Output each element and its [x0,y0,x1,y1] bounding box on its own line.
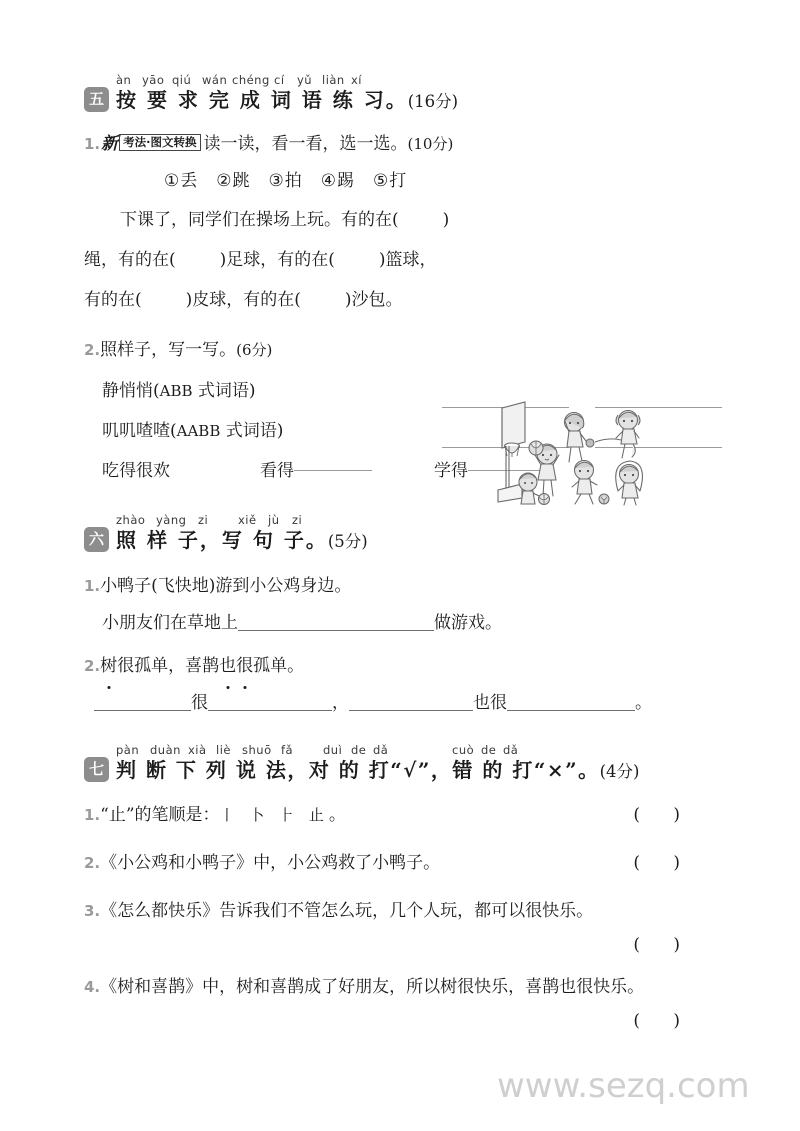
answer-line-6-2: 很 ， 也很 。 [84,684,722,722]
question-points: (10分) [407,135,454,153]
sample-char: ， [168,656,186,676]
sentence-blank-2a[interactable] [94,694,191,711]
section-header-five [84,74,722,114]
emphasis-char: 很 [236,648,253,684]
pattern-sample-de: 吃得很欢 [102,461,170,481]
section-header-seven [84,744,722,784]
option-5[interactable]: ⑤打 [373,171,408,191]
question-6-2: 2.树很孤单，喜鹊也很孤单。 [84,648,722,684]
sample-char: 鹊 [202,656,220,676]
emphasis-char: 也 [219,648,236,684]
judge-text: “止”的笔顺是： [100,805,220,825]
question-5-1: 1.新 考法·图文转换 读一读，看一看，选一选。(10分) [84,134,454,154]
question-number: 1. [84,577,101,595]
sentence-blank-2c[interactable] [349,694,473,711]
pattern-label-aabb: 叽叽喳喳(AABB 式词语) [102,421,284,441]
sample-char: 孤 [134,656,152,676]
section-badge-seven: 七 [84,757,109,782]
word-bank-options [84,162,722,200]
cloze-line-3: 有的在( )皮球，有的在( )沙包。 [84,290,403,310]
judge-item-2 [84,846,722,880]
question-number: 1. [84,806,101,824]
option-2[interactable]: ②跳 [216,171,251,191]
section-badge-five: 五 [84,87,109,112]
answer-parentheses-3[interactable]: ( ) [633,935,694,955]
section-five-title: 按 要 求 完 成 词 语 练 习。(16分) [116,88,459,112]
sample-sentence-dotted [100,656,287,676]
question-number: 2. [84,854,101,872]
section-six-pinyin: zhào yàng zi xiě jù zi [116,513,303,527]
sample-sentence: 小鸭子(飞快地)游到小公鸡身边。 [100,576,352,596]
judge-text: 《小公鸡和小鸭子》中，小公鸡救了小鸭子。 [100,853,441,873]
sample-char: 单 [270,656,288,676]
section-header-six [84,514,722,554]
emphasis-char: 树 [100,648,117,684]
question-text: 读一读，看一看，选一选 [203,134,391,154]
question-5-2: 2.照样子，写一写。(6分) [84,340,273,360]
question-number: 3. [84,902,101,920]
answer-parentheses-1[interactable]: ( ) [633,805,694,825]
judge-item-4 [84,970,722,1004]
answer-parentheses-4[interactable]: ( ) [633,1011,694,1031]
question-points: (6分) [236,341,273,359]
sentence-blank-2d[interactable] [507,694,635,711]
section-seven-title: 判 断 下 列 说 法，对 的 打“√”，错 的 打“×”。(4分) [116,758,640,782]
stroke-order: 丨 卜 ⺊ 止 [219,806,329,824]
section-six-title: 照 样 子，写 句 子。(5分) [116,528,368,552]
de-blank-1[interactable] [294,454,372,471]
section-seven-pinyin: pàn duàn xià liè shuō fǎ duì de dǎ cuò de dǎ [116,743,519,757]
pattern-label-abb: 静悄悄(ABB 式词语) [102,381,256,401]
answer-parentheses-2[interactable]: ( ) [633,853,694,873]
new-tag: 新 [101,134,119,154]
sample-char: 很 [117,656,135,676]
section-five-pinyin: àn yāo qiú wán chéng cí yǔ liàn xí [116,73,363,87]
option-1[interactable]: ①丢 [164,171,199,191]
sentence-blank-2b[interactable] [208,694,332,711]
de-label-1: 看得 [260,461,294,481]
option-3[interactable]: ③拍 [268,171,303,191]
children-playing-playground-illustration [492,398,646,506]
section-six-points: (5分) [327,532,368,551]
question-text: 照样子，写一写 [100,340,220,360]
section-six-title-text: 照 样 子，写 句 子 [116,528,306,552]
question-number: 4. [84,978,101,996]
judge-text: 《怎么都快乐》告诉我们不管怎么玩，几个人玩，都可以很快乐。 [100,901,594,921]
exam-type-badge: 考法·图文转换 [119,134,200,151]
option-4[interactable]: ④踢 [320,171,355,191]
sample-char: 孤 [253,656,271,676]
section-badge-six: 六 [84,527,109,552]
judge-item-3 [84,894,722,928]
de-label-2: 学得 [434,461,468,481]
question-number: 1. [84,135,101,153]
question-number: 2. [84,341,101,359]
cloze-line-1: 下课了，同学们在操场上玩。有的在( ) [120,210,450,230]
judge-text: 《树和喜鹊》中，树和喜鹊成了好朋友，所以树很快乐，喜鹊也很快乐。 [100,977,645,997]
section-seven-title-text: 判 断 下 列 说 法，对 的 打“√”，错 的 打“×” [116,758,579,782]
cloze-paragraph [84,200,722,320]
question-6-1 [84,568,722,604]
section-seven-points: (4分) [599,762,640,781]
section-five-points: (16分) [407,92,459,111]
site-watermark: www.sezq.com [497,1066,750,1106]
answer-line-6-1: 小朋友们在草地上 做游戏。 [102,613,502,633]
sample-char: 喜 [185,656,203,676]
sentence-blank-1[interactable] [238,614,434,631]
section-five-title-text: 按 要 求 完 成 词 语 练 习 [116,88,386,112]
sample-char: 单 [151,656,169,676]
cloze-line-2: 绳，有的在( )足球，有的在( )篮球， [84,250,437,270]
judge-item-1: 1.“止”的笔顺是：丨 卜 ⺊ 止。 ( ) [84,798,722,832]
question-number: 2. [84,657,101,675]
